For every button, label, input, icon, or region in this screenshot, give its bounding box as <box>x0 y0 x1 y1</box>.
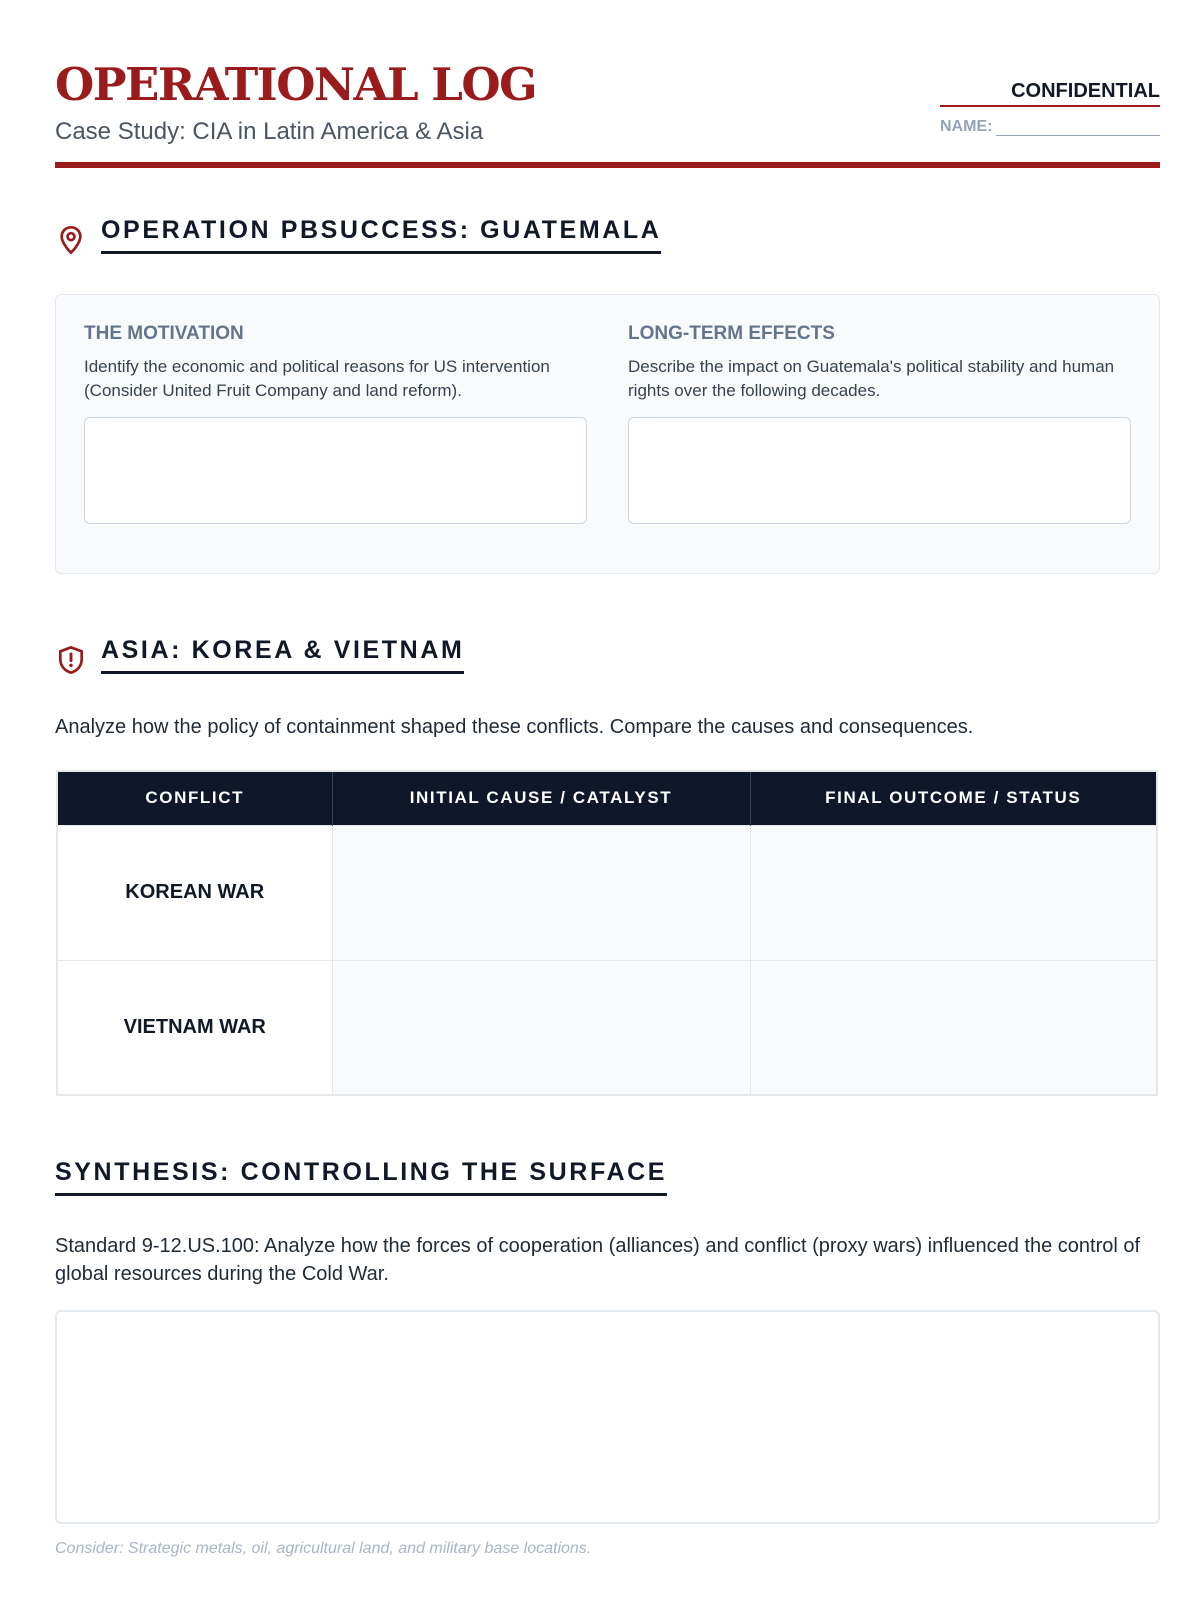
column-header-cause: INITIAL CAUSE / CATALYST <box>332 771 750 825</box>
column-header-outcome: FINAL OUTCOME / STATUS <box>750 771 1157 825</box>
effects-prompt: Describe the impact on Guatemala's political stability and human rights over the following decades. <box>628 357 1115 400</box>
motivation-title: THE MOTIVATION <box>84 323 244 344</box>
synthesis-hint: Consider: Strategic metals, oil, agricultural land, and military base locations. <box>55 1540 592 1557</box>
asia-intro: Analyze how the policy of containment shaped these conflicts. Compare the causes and consequences. <box>55 716 974 738</box>
section-guatemala-header <box>55 216 661 258</box>
name-label: NAME: <box>940 118 993 135</box>
guatemala-panel <box>55 294 1160 574</box>
vietnam-cause-cell[interactable] <box>332 960 750 1095</box>
effects-answer-box[interactable] <box>628 417 1131 524</box>
section-synthesis-header <box>55 1158 667 1196</box>
section-asia-heading: ASIA: KOREA & VIETNAM <box>101 636 464 674</box>
header-rule <box>55 162 1160 168</box>
synthesis-prompt: Standard 9-12.US.100: Analyze how the forces of cooperation (alliances) and conflict (proxy wars) influenced the control of global resources during the Cold War. <box>55 1235 1141 1285</box>
page-header <box>55 58 1160 168</box>
effects-title: LONG-TERM EFFECTS <box>628 323 835 344</box>
map-pin-icon <box>55 222 87 258</box>
column-header-conflict: CONFLICT <box>57 771 332 825</box>
confidential-label: CONFIDENTIAL <box>940 80 1160 107</box>
section-guatemala-heading: OPERATION PBSUCCESS: GUATEMALA <box>101 216 661 254</box>
table-row <box>57 825 1157 960</box>
name-field[interactable] <box>940 118 1160 136</box>
shield-alert-icon <box>55 642 87 678</box>
row-label-korea: KOREAN WAR <box>57 825 332 960</box>
page-subtitle: Case Study: CIA in Latin America & Asia <box>55 118 484 145</box>
korea-cause-cell[interactable] <box>332 825 750 960</box>
effects-column <box>628 323 1131 524</box>
conflict-table <box>56 770 1158 1096</box>
section-synthesis-heading: SYNTHESIS: CONTROLLING THE SURFACE <box>55 1158 667 1196</box>
row-label-vietnam: VIETNAM WAR <box>57 960 332 1095</box>
korea-outcome-cell[interactable] <box>750 825 1157 960</box>
vietnam-outcome-cell[interactable] <box>750 960 1157 1095</box>
synthesis-answer-box[interactable] <box>55 1310 1160 1524</box>
motivation-column <box>84 323 587 524</box>
section-asia-header <box>55 636 464 678</box>
motivation-prompt: Identify the economic and political reasons for US intervention (Consider United Fruit Company and land reform). <box>84 357 550 400</box>
name-line[interactable] <box>996 120 1160 136</box>
page-title: OPERATIONAL LOG <box>55 58 537 111</box>
table-header-row <box>57 771 1157 825</box>
table-row <box>57 960 1157 1095</box>
motivation-answer-box[interactable] <box>84 417 587 524</box>
